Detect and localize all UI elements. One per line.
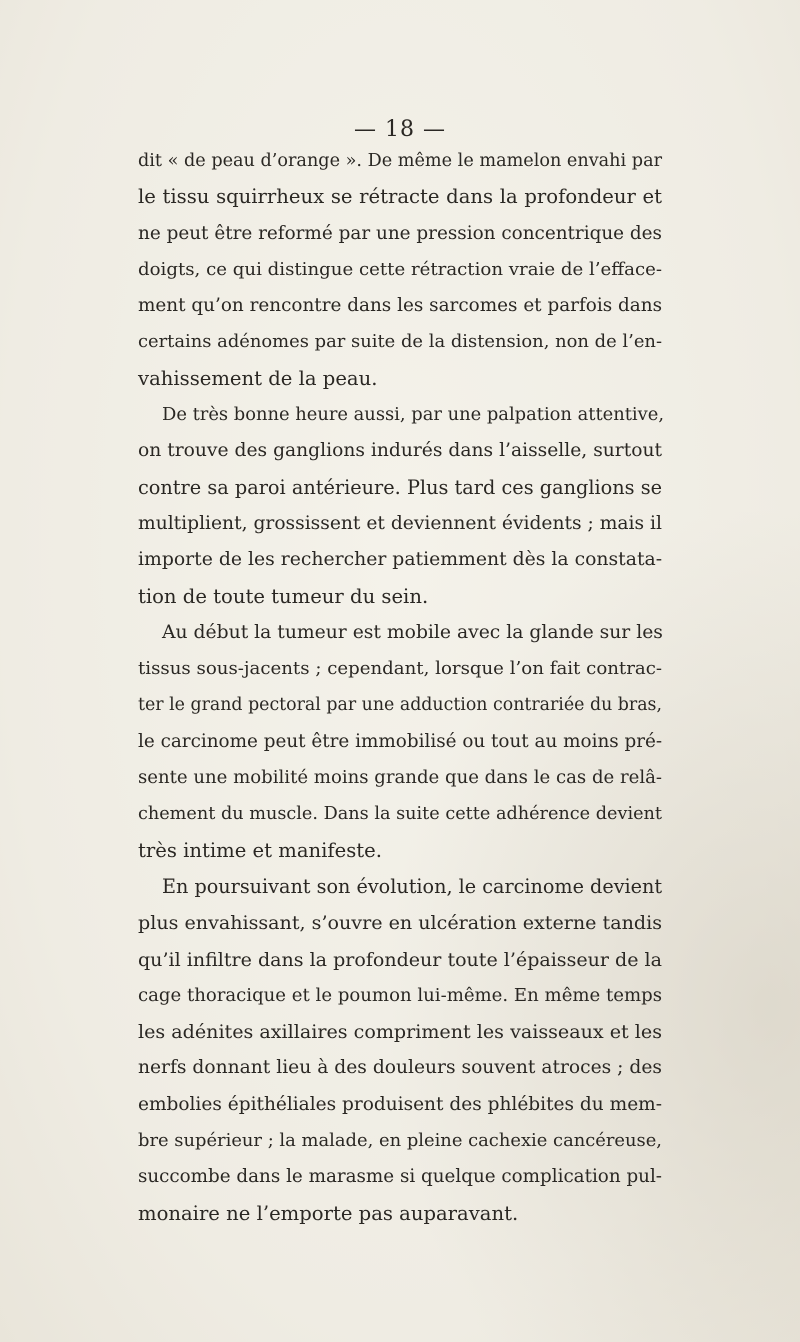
text-line: tion de toute tumeur du sein. (138, 584, 429, 608)
text-line: ment qu’on rencontre dans les sarcomes et parfois dans (138, 295, 662, 317)
text-line: embolies épithéliales produisent des phlébites du mem- (138, 1093, 662, 1115)
text-line: sente une mobilité moins grande que dans le cas de relâ- (138, 767, 662, 789)
text-line: succombe dans le marasme si quelque complication pul- (138, 1166, 662, 1188)
text-line: dit « de peau d’orange ». De même le mamelon envahi par (138, 151, 662, 171)
text-line: multiplient, grossissent et deviennent évidents ; mais il (138, 512, 662, 534)
text-line: doigts, ce qui distingue cette rétraction vraie de l’efface- (138, 258, 662, 280)
text-line: le carcinome peut être immobilisé ou tout au moins pré- (138, 730, 663, 752)
text-line: les adénites axillaires compriment les vaisseaux et les (138, 1020, 662, 1044)
paragraph-2 (138, 397, 665, 615)
text-line: très intime et manifeste. (138, 838, 382, 862)
text-line: En poursuivant son évolution, le carcinome devient (162, 874, 663, 898)
text-line: bre supérieur ; la malade, en pleine cachexie cancéreuse, (138, 1130, 662, 1152)
text-line: tissus sous-jacents ; cependant, lorsque l’on fait contrac- (138, 658, 662, 680)
paragraph-1 (138, 143, 662, 397)
text-line: plus envahissant, s’ouvre en ulcération externe tandis (138, 911, 662, 935)
text-line: cage thoracique et le poumon lui-même. En même temps (138, 984, 662, 1006)
text-body (138, 143, 665, 1232)
text-line: Au début la tumeur est mobile avec la glande sur les (162, 621, 663, 643)
text-line: on trouve des ganglions indurés dans l’aisselle, surtout (138, 440, 662, 462)
text-line: chement du muscle. Dans la suite cette adhérence devient (138, 804, 662, 825)
text-line: ter le grand pectoral par une adduction contrariée du bras, (138, 695, 662, 716)
page-number: — 18 — (354, 117, 446, 142)
text-line: De très bonne heure aussi, par une palpation attentive, (162, 404, 665, 426)
text-line: nerfs donnant lieu à des douleurs souvent atroces ; des (138, 1057, 662, 1079)
text-line: qu’il infiltre dans la profondeur toute l’épaisseur de la (138, 948, 662, 971)
text-line: importe de les rechercher patiemment dès la constata- (138, 549, 663, 571)
text-line: certains adénomes par suite de la distension, non de l’en- (138, 331, 662, 353)
paragraph-3 (138, 615, 662, 869)
text-line: contre sa paroi antérieure. Plus tard ces ganglions se (138, 475, 662, 499)
paragraph-4 (138, 869, 662, 1232)
text-line: ne peut être reformé par une pression concentrique des (138, 222, 662, 244)
text-line: vahissement de la peau. (138, 366, 378, 390)
text-line: monaire ne l’emporte pas auparavant. (138, 1201, 519, 1225)
text-line: le tissu squirrheux se rétracte dans la profondeur et (138, 185, 662, 209)
